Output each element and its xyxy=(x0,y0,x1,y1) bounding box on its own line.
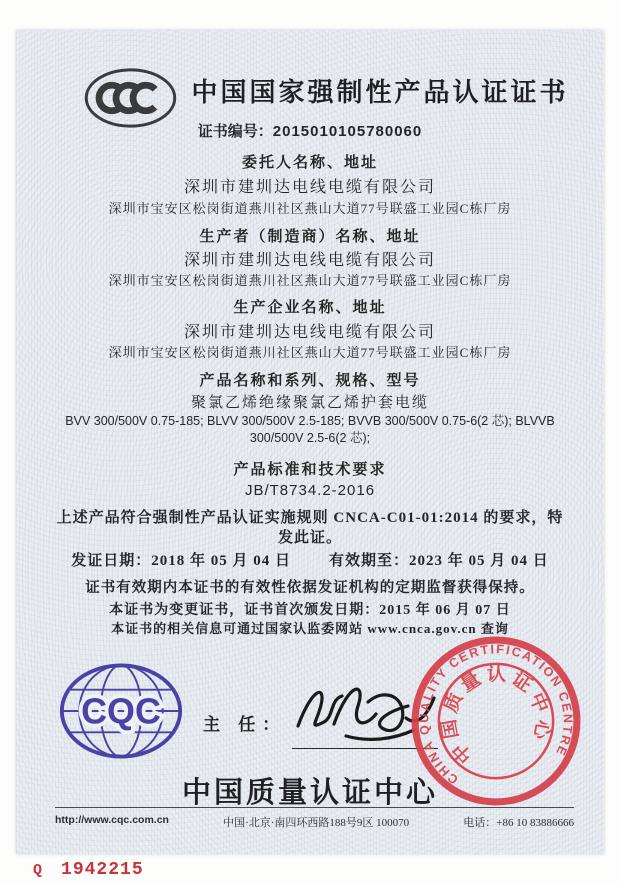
dates-row xyxy=(26,549,594,570)
cqc-logo-text: CQC xyxy=(81,691,161,732)
factory-name: 深圳市建圳达电线电缆有限公司 xyxy=(183,324,436,341)
seal-chinese-text: 中国质量认证中心 xyxy=(438,664,554,767)
certificate-title: 中国国家强制性产品认证证书 xyxy=(191,78,569,107)
issue-date-label: 发证日期： xyxy=(71,553,152,569)
producer-section-heading: 生产者（制造商）名称、地址 xyxy=(199,229,421,245)
serial-prefix: Q xyxy=(33,862,44,879)
valid-until-value: 2023 年 05 月 04 日 xyxy=(409,553,549,569)
footer-divider xyxy=(55,807,574,808)
certificate-number-label: 证书编号： xyxy=(197,124,273,140)
footer-phone: 电话：+86 10 83886666 xyxy=(463,817,574,829)
producer-name: 深圳市建圳达电线电缆有限公司 xyxy=(183,252,436,269)
product-name: 聚氯乙烯绝缘聚氯乙烯护套电缆 xyxy=(190,395,429,411)
scan-serial-number xyxy=(33,860,144,880)
standard-value: JB/T8734.2-2016 xyxy=(244,482,376,499)
footer-address: 中国·北京·南四环西路188号9区 100070 xyxy=(223,817,410,829)
footer-contact-row xyxy=(55,814,574,830)
product-models: BVV 300/500V 0.75-185; BLVV 300/500V 2.5-185; BVVB 300/500V 0.75-6(2 芯); BLVVB 300/500V 2.5-6(2 芯); xyxy=(65,414,555,445)
issuing-org-name: 中国质量认证中心 xyxy=(181,777,438,809)
factory-section-heading: 生产企业名称、地址 xyxy=(233,300,387,316)
producer-address: 深圳市宝安区松岗街道燕川社区燕山大道77号联盛工业园C栋厂房 xyxy=(108,273,512,288)
product-section-heading: 产品名称和系列、规格、型号 xyxy=(199,373,421,389)
seal-english-text: CHINA QUALITY CERTIFICATION CENTRE xyxy=(417,642,575,787)
svg-text:CHINA QUALITY CERTIFICATION CE xyxy=(406,631,585,792)
certificate-number-row xyxy=(26,120,594,141)
standard-section-heading: 产品标准和技术要求 xyxy=(233,462,387,478)
applicant-name: 深圳市建圳达电线电缆有限公司 xyxy=(183,179,436,196)
certificate-number-value: 2015010105780060 xyxy=(272,123,423,140)
applicant-section-heading: 委托人名称、地址 xyxy=(241,155,378,171)
issue-date-value: 2018 年 05 月 04 日 xyxy=(151,553,291,569)
factory-address: 深圳市宝安区松岗街道燕川社区燕山大道77号联盛工业园C栋厂房 xyxy=(108,345,512,360)
compliance-statement: 上述产品符合强制性产品认证实施规则 CNCA-C01-01:2014 的要求，特发此证。 xyxy=(56,510,564,547)
applicant-address: 深圳市宝安区松岗街道燕川社区燕山大道77号联盛工业园C栋厂房 xyxy=(108,201,512,216)
cqc-logo-icon xyxy=(57,658,185,764)
footer-website: http://www.cqc.com.cn xyxy=(55,814,169,826)
valid-until-label: 有效期至： xyxy=(329,553,410,569)
change-certificate-note: 本证书为变更证书，证书首次颁发日期：2015 年 06 月 07 日 xyxy=(109,603,511,618)
info-lookup-note: 本证书的相关信息可通过国家认监委网站 www.cnca.gov.cn 查询 xyxy=(111,621,509,636)
maintenance-statement: 证书有效期内本证书的有效性依据发证机构的定期监督获得保持。 xyxy=(85,580,535,596)
director-label: 主 任： xyxy=(203,715,287,734)
serial-digits: 1942215 xyxy=(61,860,144,880)
